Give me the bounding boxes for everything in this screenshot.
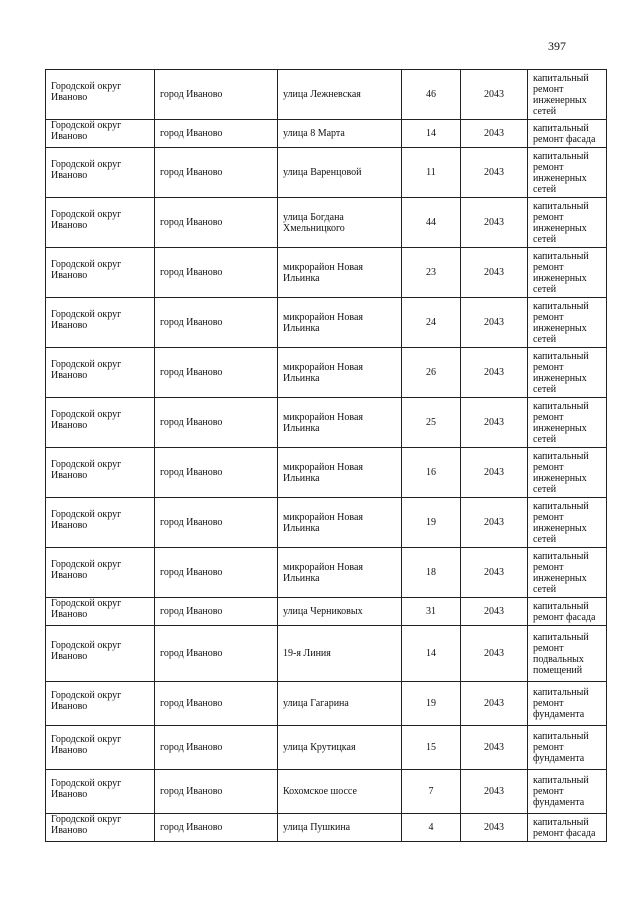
year-cell-text: 2043 xyxy=(484,606,504,617)
work-type-cell-text: капитальный ремонт фасада xyxy=(533,122,596,145)
house-number-cell xyxy=(402,70,461,120)
table-row xyxy=(46,148,607,198)
street-cell-text: микрорайон Новая Ильинка xyxy=(283,261,364,284)
work-type-cell-text: капитальный ремонт инженерных сетей xyxy=(533,500,589,545)
work-type-cell xyxy=(528,120,607,148)
work-type-cell xyxy=(528,770,607,814)
street-cell xyxy=(278,626,402,682)
year-cell xyxy=(461,248,528,298)
year-cell xyxy=(461,70,528,120)
house-number-cell-text: 44 xyxy=(426,217,436,228)
city-cell-text: город Иваново xyxy=(160,128,223,139)
street-cell xyxy=(278,398,402,448)
street-cell-text: Кохомское шоссе xyxy=(283,786,357,797)
work-type-cell xyxy=(528,198,607,248)
house-number-cell-text: 4 xyxy=(428,822,434,833)
house-number-cell xyxy=(402,448,461,498)
street-cell-text: улица 8 Марта xyxy=(283,128,345,139)
street-cell-text: улица Варенцовой xyxy=(283,167,362,178)
house-number-cell xyxy=(402,548,461,598)
street-cell xyxy=(278,598,402,626)
house-number-cell xyxy=(402,248,461,298)
city-cell xyxy=(155,298,278,348)
street-cell xyxy=(278,814,402,842)
work-type-cell xyxy=(528,498,607,548)
page-number: 397 xyxy=(548,39,566,53)
city-cell-text: город Иваново xyxy=(160,648,223,659)
house-number-cell-text: 14 xyxy=(426,128,436,139)
house-number-cell xyxy=(402,398,461,448)
house-number-cell xyxy=(402,198,461,248)
city-cell xyxy=(155,248,278,298)
work-type-cell-text: капитальный ремонт инженерных сетей xyxy=(533,200,589,245)
house-number-cell xyxy=(402,598,461,626)
repair-schedule-table xyxy=(45,69,607,842)
district-cell xyxy=(46,120,155,148)
district-cell xyxy=(46,398,155,448)
street-cell-text: улица Пушкина xyxy=(283,822,351,833)
street-cell-text: улица Крутицкая xyxy=(283,742,356,753)
city-cell-text: город Иваново xyxy=(160,606,223,617)
district-cell-text: Городской округ Иваново xyxy=(51,80,122,103)
district-cell xyxy=(46,298,155,348)
city-cell xyxy=(155,598,278,626)
city-cell xyxy=(155,548,278,598)
house-number-cell-text: 46 xyxy=(426,89,436,100)
table-row xyxy=(46,120,607,148)
street-cell xyxy=(278,70,402,120)
district-cell-text: Городской округ Иваново xyxy=(51,597,122,620)
district-cell-text: Городской округ Иваново xyxy=(51,158,122,181)
work-type-cell-text: капитальный ремонт инженерных сетей xyxy=(533,350,589,395)
table-row xyxy=(46,548,607,598)
city-cell-text: город Иваново xyxy=(160,367,223,378)
table-row xyxy=(46,298,607,348)
year-cell-text: 2043 xyxy=(484,822,504,833)
city-cell xyxy=(155,626,278,682)
year-cell-text: 2043 xyxy=(484,89,504,100)
city-cell xyxy=(155,770,278,814)
table-row xyxy=(46,70,607,120)
house-number-cell xyxy=(402,726,461,770)
year-cell-text: 2043 xyxy=(484,517,504,528)
street-cell-text: улица Гагарина xyxy=(283,698,349,709)
street-cell xyxy=(278,770,402,814)
year-cell-text: 2043 xyxy=(484,267,504,278)
work-type-cell-text: капитальный ремонт инженерных сетей xyxy=(533,400,589,445)
year-cell xyxy=(461,548,528,598)
work-type-cell-text: капитальный ремонт фундамента xyxy=(533,687,589,720)
work-type-cell xyxy=(528,726,607,770)
work-type-cell-text: капитальный ремонт инженерных сетей xyxy=(533,150,589,195)
street-cell xyxy=(278,548,402,598)
year-cell xyxy=(461,814,528,842)
work-type-cell-text: капитальный ремонт инженерных сетей xyxy=(533,250,589,295)
district-cell xyxy=(46,726,155,770)
table-body xyxy=(46,70,607,842)
street-cell-text: 19-я Линия xyxy=(283,648,331,659)
work-type-cell xyxy=(528,682,607,726)
year-cell xyxy=(461,682,528,726)
house-number-cell-text: 31 xyxy=(426,606,436,617)
house-number-cell xyxy=(402,498,461,548)
city-cell-text: город Иваново xyxy=(160,567,223,578)
street-cell-text: микрорайон Новая Ильинка xyxy=(283,361,364,384)
house-number-cell xyxy=(402,682,461,726)
house-number-cell-text: 16 xyxy=(426,467,436,478)
district-cell-text: Городской округ Иваново xyxy=(51,508,122,531)
street-cell xyxy=(278,298,402,348)
year-cell xyxy=(461,148,528,198)
street-cell-text: микрорайон Новая Ильинка xyxy=(283,511,364,534)
work-type-cell-text: капитальный ремонт фасада xyxy=(533,816,596,839)
work-type-cell xyxy=(528,70,607,120)
district-cell-text: Городской округ Иваново xyxy=(51,258,122,281)
year-cell xyxy=(461,770,528,814)
city-cell-text: город Иваново xyxy=(160,89,223,100)
year-cell xyxy=(461,120,528,148)
work-type-cell xyxy=(528,814,607,842)
house-number-cell-text: 18 xyxy=(426,567,436,578)
house-number-cell xyxy=(402,148,461,198)
district-cell-text: Городской округ Иваново xyxy=(51,639,122,662)
house-number-cell-text: 25 xyxy=(426,417,436,428)
district-cell xyxy=(46,448,155,498)
house-number-cell xyxy=(402,770,461,814)
work-type-cell-text: капитальный ремонт инженерных сетей xyxy=(533,300,589,345)
year-cell-text: 2043 xyxy=(484,567,504,578)
city-cell xyxy=(155,398,278,448)
work-type-cell xyxy=(528,598,607,626)
year-cell xyxy=(461,398,528,448)
district-cell xyxy=(46,248,155,298)
year-cell xyxy=(461,348,528,398)
work-type-cell-text: капитальный ремонт инженерных сетей xyxy=(533,550,589,595)
street-cell-text: микрорайон Новая Ильинка xyxy=(283,311,364,334)
city-cell xyxy=(155,498,278,548)
year-cell-text: 2043 xyxy=(484,317,504,328)
city-cell xyxy=(155,198,278,248)
district-cell xyxy=(46,498,155,548)
district-cell xyxy=(46,548,155,598)
city-cell xyxy=(155,120,278,148)
district-cell xyxy=(46,598,155,626)
street-cell xyxy=(278,682,402,726)
year-cell xyxy=(461,726,528,770)
city-cell-text: город Иваново xyxy=(160,822,223,833)
house-number-cell xyxy=(402,298,461,348)
house-number-cell xyxy=(402,626,461,682)
year-cell-text: 2043 xyxy=(484,367,504,378)
street-cell xyxy=(278,148,402,198)
table-row xyxy=(46,598,607,626)
city-cell xyxy=(155,448,278,498)
city-cell-text: город Иваново xyxy=(160,786,223,797)
street-cell xyxy=(278,198,402,248)
district-cell-text: Городской округ Иваново xyxy=(51,308,122,331)
year-cell xyxy=(461,626,528,682)
table-row xyxy=(46,814,607,842)
table-row xyxy=(46,248,607,298)
house-number-cell xyxy=(402,814,461,842)
house-number-cell-text: 15 xyxy=(426,742,436,753)
year-cell xyxy=(461,598,528,626)
house-number-cell-text: 7 xyxy=(428,786,434,797)
work-type-cell-text: капитальный ремонт инженерных сетей xyxy=(533,450,589,495)
city-cell-text: город Иваново xyxy=(160,417,223,428)
street-cell xyxy=(278,348,402,398)
street-cell xyxy=(278,498,402,548)
district-cell xyxy=(46,70,155,120)
district-cell xyxy=(46,682,155,726)
district-cell-text: Городской округ Иваново xyxy=(51,813,122,836)
city-cell-text: город Иваново xyxy=(160,317,223,328)
district-cell xyxy=(46,626,155,682)
city-cell-text: город Иваново xyxy=(160,698,223,709)
street-cell-text: улица Черниковых xyxy=(283,606,363,617)
work-type-cell xyxy=(528,248,607,298)
year-cell-text: 2043 xyxy=(484,167,504,178)
district-cell-text: Городской округ Иваново xyxy=(51,358,122,381)
house-number-cell-text: 11 xyxy=(426,167,436,178)
street-cell-text: микрорайон Новая Ильинка xyxy=(283,561,364,584)
city-cell xyxy=(155,70,278,120)
city-cell xyxy=(155,682,278,726)
district-cell-text: Городской округ Иваново xyxy=(51,408,122,431)
year-cell-text: 2043 xyxy=(484,417,504,428)
city-cell-text: город Иваново xyxy=(160,517,223,528)
city-cell xyxy=(155,726,278,770)
year-cell xyxy=(461,448,528,498)
city-cell-text: город Иваново xyxy=(160,167,223,178)
district-cell xyxy=(46,198,155,248)
district-cell-text: Городской округ Иваново xyxy=(51,208,122,231)
city-cell-text: город Иваново xyxy=(160,467,223,478)
work-type-cell xyxy=(528,626,607,682)
year-cell xyxy=(461,498,528,548)
city-cell-text: город Иваново xyxy=(160,742,223,753)
table-row xyxy=(46,498,607,548)
work-type-cell-text: капитальный ремонт подвальных помещений xyxy=(533,631,589,676)
house-number-cell-text: 19 xyxy=(426,698,436,709)
house-number-cell xyxy=(402,348,461,398)
work-type-cell xyxy=(528,148,607,198)
district-cell xyxy=(46,148,155,198)
table-row xyxy=(46,626,607,682)
district-cell-text: Городской округ Иваново xyxy=(51,458,122,481)
table-row xyxy=(46,348,607,398)
house-number-cell xyxy=(402,120,461,148)
work-type-cell xyxy=(528,548,607,598)
district-cell-text: Городской округ Иваново xyxy=(51,689,122,712)
district-cell xyxy=(46,770,155,814)
street-cell-text: улица Лежневская xyxy=(283,89,361,100)
street-cell xyxy=(278,120,402,148)
house-number-cell-text: 24 xyxy=(426,317,436,328)
table-row xyxy=(46,398,607,448)
table-row xyxy=(46,770,607,814)
house-number-cell-text: 23 xyxy=(426,267,436,278)
year-cell-text: 2043 xyxy=(484,648,504,659)
table-row xyxy=(46,198,607,248)
work-type-cell-text: капитальный ремонт инженерных сетей xyxy=(533,72,589,117)
street-cell-text: микрорайон Новая Ильинка xyxy=(283,411,364,434)
district-cell xyxy=(46,814,155,842)
district-cell xyxy=(46,348,155,398)
street-cell xyxy=(278,448,402,498)
table-row xyxy=(46,682,607,726)
street-cell xyxy=(278,726,402,770)
district-cell-text: Городской округ Иваново xyxy=(51,777,122,800)
city-cell xyxy=(155,814,278,842)
table-row xyxy=(46,726,607,770)
work-type-cell xyxy=(528,298,607,348)
work-type-cell-text: капитальный ремонт фасада xyxy=(533,600,596,623)
work-type-cell xyxy=(528,448,607,498)
year-cell xyxy=(461,198,528,248)
district-cell-text: Городской округ Иваново xyxy=(51,119,122,142)
work-type-cell-text: капитальный ремонт фундамента xyxy=(533,775,589,808)
year-cell-text: 2043 xyxy=(484,742,504,753)
table-row xyxy=(46,448,607,498)
house-number-cell-text: 14 xyxy=(426,648,436,659)
street-cell-text: улица Богдана Хмельницкого xyxy=(283,211,345,234)
house-number-cell-text: 26 xyxy=(426,367,436,378)
year-cell xyxy=(461,298,528,348)
street-cell xyxy=(278,248,402,298)
work-type-cell-text: капитальный ремонт фундамента xyxy=(533,731,589,764)
year-cell-text: 2043 xyxy=(484,467,504,478)
year-cell-text: 2043 xyxy=(484,128,504,139)
city-cell-text: город Иваново xyxy=(160,267,223,278)
work-type-cell xyxy=(528,348,607,398)
house-number-cell-text: 19 xyxy=(426,517,436,528)
street-cell-text: микрорайон Новая Ильинка xyxy=(283,461,364,484)
district-cell-text: Городской округ Иваново xyxy=(51,733,122,756)
city-cell-text: город Иваново xyxy=(160,217,223,228)
year-cell-text: 2043 xyxy=(484,217,504,228)
district-cell-text: Городской округ Иваново xyxy=(51,558,122,581)
city-cell xyxy=(155,148,278,198)
year-cell-text: 2043 xyxy=(484,698,504,709)
work-type-cell xyxy=(528,398,607,448)
year-cell-text: 2043 xyxy=(484,786,504,797)
city-cell xyxy=(155,348,278,398)
